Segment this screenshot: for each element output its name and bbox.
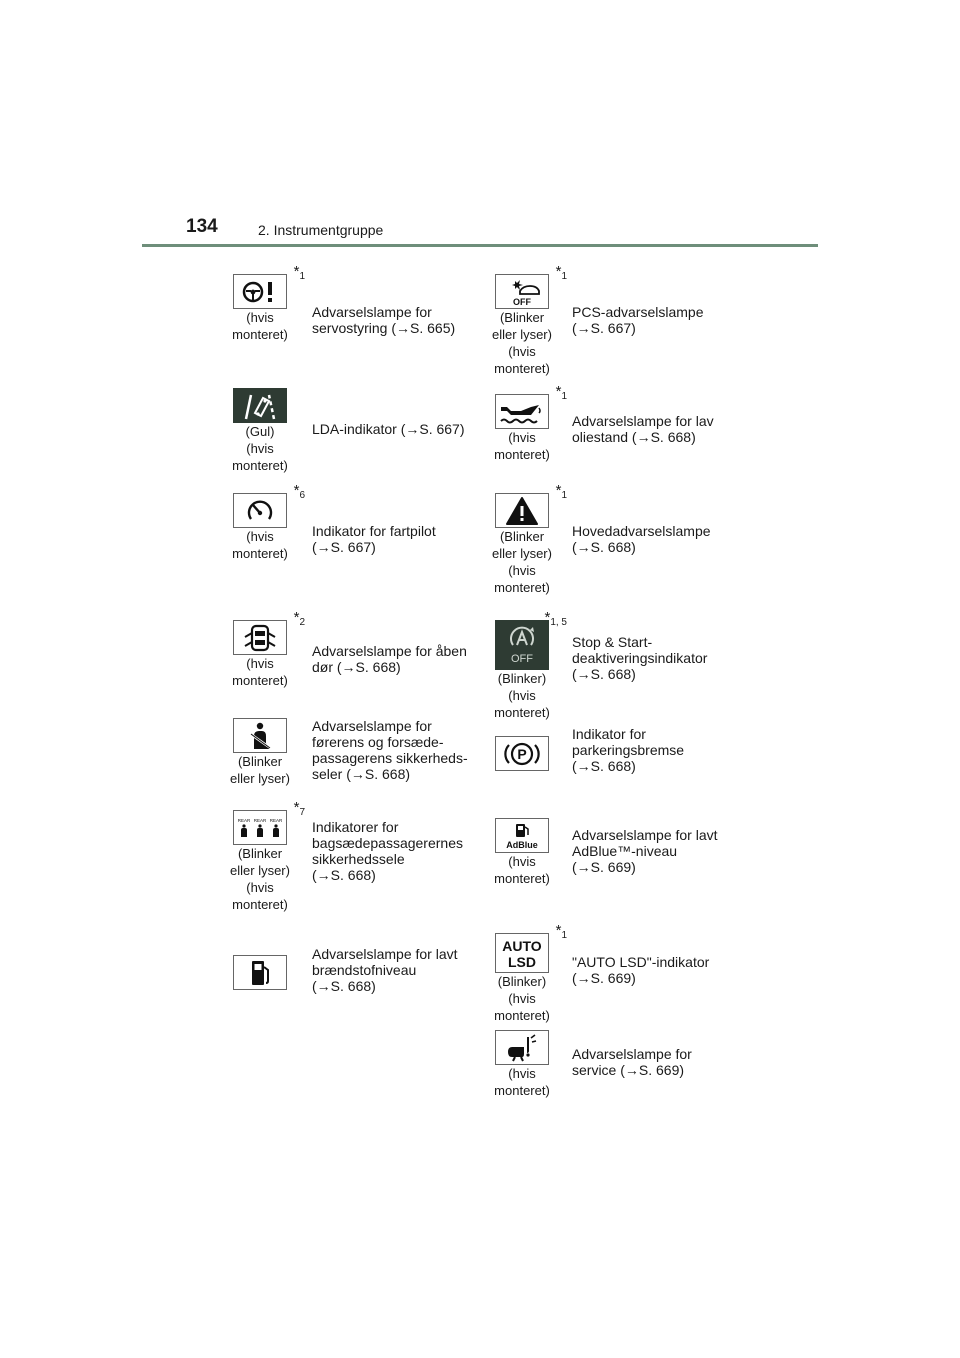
svg-text:REAR: REAR [237,817,251,823]
power-steering-warning-icon [233,274,287,309]
note: (Blinker [237,846,283,861]
note: (hvis [246,441,274,456]
note: (hvis [508,991,536,1006]
indicator-cell [482,922,567,1024]
footnote-marker: $*_1$ [555,263,567,282]
rear-seatbelt-icon [233,810,287,845]
indicator-cell [220,380,300,474]
footnote-marker: $*_1$ [555,482,567,501]
indicator-cell [220,799,305,913]
svg-text:P: P [517,745,527,762]
note: monteret) [232,546,288,561]
master-warning-icon [495,493,549,528]
indicator-description: Hovedadvarselslampe (→S. 668) [572,523,711,555]
note: (Blinker [499,310,545,325]
note: monteret) [494,1083,550,1098]
indicator-cell [482,728,562,771]
note: (hvis [246,310,274,325]
note: (hvis [508,344,536,359]
svg-text:REAR: REAR [253,817,267,823]
note: monteret) [232,897,288,912]
low-fuel-icon [233,955,287,990]
svg-text:AdBlue: AdBlue [506,839,538,850]
footnote-marker: $*_2$ [293,609,305,628]
note: (hvis [508,688,536,703]
indicator-cell [482,383,567,463]
note: (hvis [508,1066,536,1081]
pcs-off-icon [495,274,549,309]
note: (hvis [246,656,274,671]
indicator-cell [482,609,567,721]
note: (hvis [246,880,274,895]
parking-brake-icon [495,736,549,771]
note: monteret) [494,705,550,720]
note: (hvis [246,529,274,544]
note: (Blinker) [497,671,547,686]
cruise-control-icon [233,493,287,528]
page-number: 134 [186,216,218,237]
footnote-marker: $*_7$ [293,799,305,818]
note: eller lyser) [230,863,290,878]
indicator-description: PCS-advarselslampe (→S. 667) [572,304,704,336]
indicator-description: Advarselslampe for åben dør (→S. 668) [312,643,467,675]
auto-lsd-icon [495,933,549,973]
note: monteret) [494,361,550,376]
indicator-description: Stop & Start- deaktiveringsindikator (→S. 668) [572,634,708,682]
header-rule [142,244,818,247]
indicator-cell [482,482,567,596]
indicator-cell [220,947,300,990]
note: eller lyser) [492,327,552,342]
indicator-description: Advarselslampe for lav oliestand (→S. 668) [572,413,714,445]
indicator-description: Advarselslampe for førerens og forsæde- passagerens sikkerheds- seler (→S. 668) [312,718,468,782]
indicator-cell [220,710,300,787]
note: (hvis [508,854,536,869]
note: (hvis [508,563,536,578]
adblue-icon [495,818,549,853]
svg-text:OFF: OFF [513,296,531,307]
indicator-cell [482,1022,562,1099]
lda-lane-departure-icon [233,388,287,423]
footnote-marker: $*_1$ [293,263,305,282]
low-oil-level-icon [495,394,549,429]
footnote-marker: $*_1$ [555,383,567,402]
footnote-marker: $*_6$ [293,482,305,501]
note: eller lyser) [230,771,290,786]
svg-text:AUTO: AUTO [502,938,542,954]
note: monteret) [494,871,550,886]
svg-text:LSD: LSD [508,954,536,970]
indicator-description: Advarselslampe for lavt brændstofniveau (→S. 668) [312,946,458,994]
indicator-cell [220,482,305,562]
note: (Blinker) [497,974,547,989]
footnote-marker: $*_{1, 5}$ [544,609,567,628]
indicator-cell [482,263,567,377]
note: monteret) [494,580,550,595]
indicator-description: "AUTO LSD"-indikator (→S. 669) [572,954,710,986]
section-title: 2. Instrumentgruppe [258,222,384,238]
note: monteret) [494,447,550,462]
indicator-description: Indikator for fartpilot (→S. 667) [312,523,436,555]
note: monteret) [232,458,288,473]
indicator-cell [482,810,562,887]
indicator-description: Advarselslampe for service (→S. 669) [572,1046,692,1078]
indicator-description: Advarselslampe for lavt AdBlue™-niveau (→S. 669) [572,827,718,875]
indicator-description: Indikator for parkeringsbremse (→S. 668) [572,726,685,774]
indicator-description: Advarselslampe for servostyring (→S. 665) [312,304,456,336]
note: eller lyser) [492,546,552,561]
indicator-description: LDA-indikator (→S. 667) [312,421,465,437]
open-door-icon [233,620,287,655]
indicator-cell [220,609,305,689]
indicator-cell [220,263,305,343]
seatbelt-icon [233,718,287,753]
note: monteret) [494,1008,550,1023]
indicator-description: Indikatorer for bagsædepassagerernes sikkerhedssele (→S. 668) [312,819,463,883]
svg-text:OFF: OFF [511,653,533,665]
svg-text:REAR: REAR [269,817,283,823]
note: (Gul) [245,424,275,439]
note: (Blinker [499,529,545,544]
note: monteret) [232,673,288,688]
note: (hvis [508,430,536,445]
stop-start-off-icon [495,620,549,670]
note: monteret) [232,327,288,342]
note: (Blinker [237,754,283,769]
footnote-marker: $*_1$ [555,922,567,941]
service-wrench-icon [495,1030,549,1065]
